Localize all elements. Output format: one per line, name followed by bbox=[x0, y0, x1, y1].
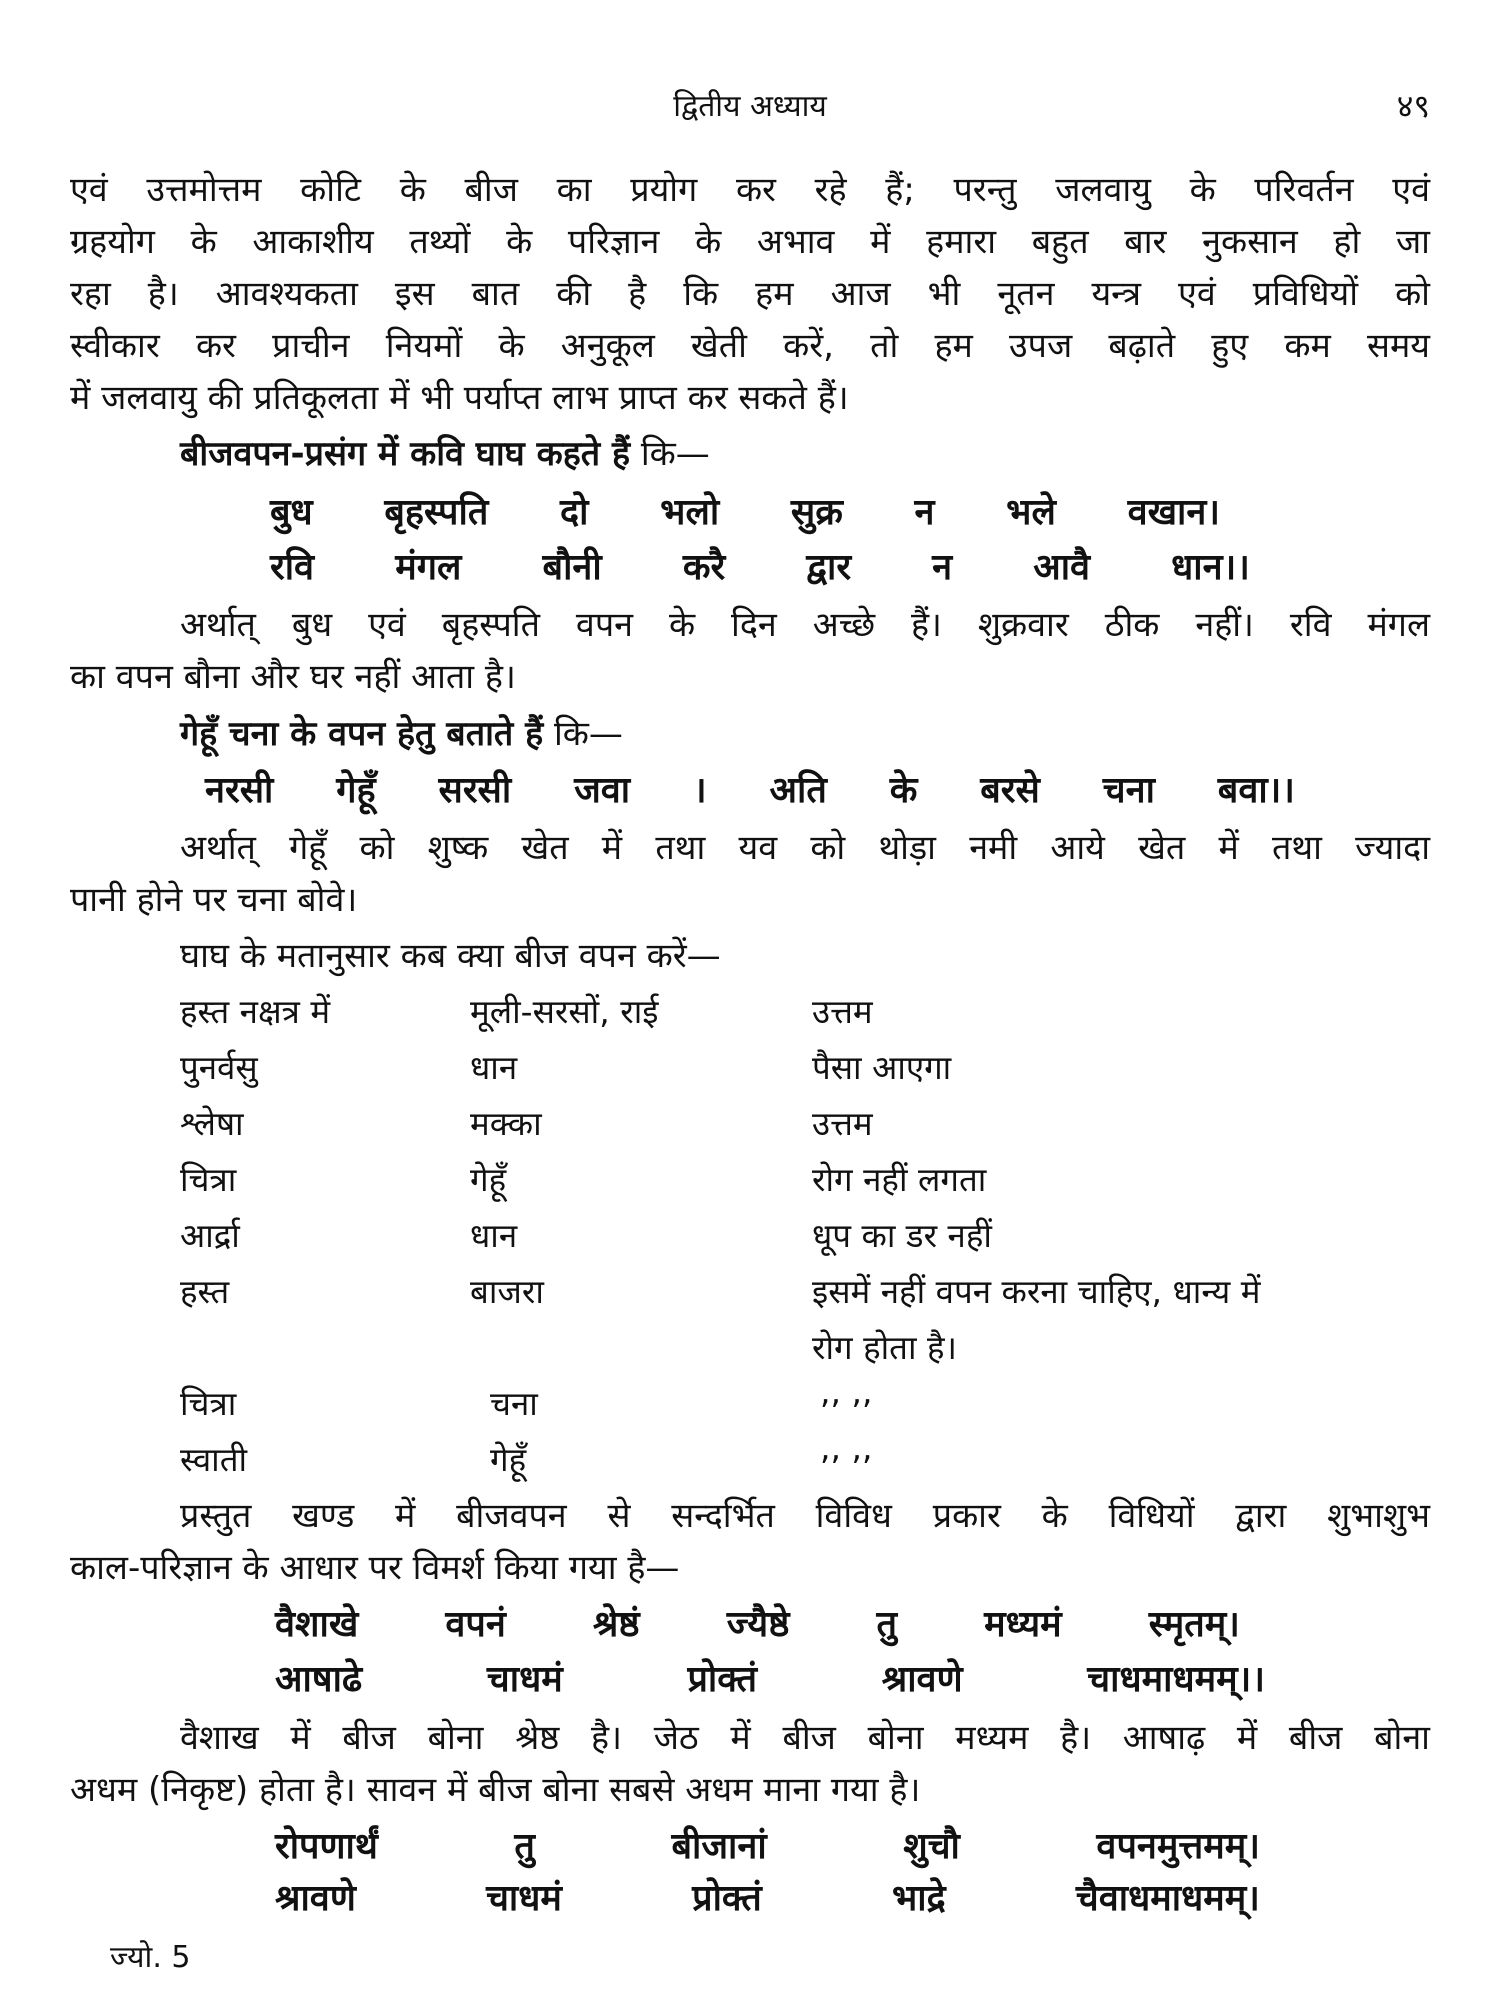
verse-word: वैशाखे bbox=[275, 1604, 359, 1645]
verse-word: नरसी bbox=[205, 770, 274, 811]
verse-line bbox=[270, 490, 1220, 536]
verse-word: तु bbox=[514, 1826, 535, 1867]
verse-line bbox=[275, 1876, 1260, 1922]
paragraph-line: में जलवायु की प्रतिकूलता में भी पर्याप्त लाभ प्राप्त कर सकते हैं। bbox=[70, 378, 849, 418]
verse-word: मंगल bbox=[395, 547, 462, 588]
table-cell-crop: गेहूँ bbox=[470, 1160, 507, 1199]
table-intro: घाघ के मतानुसार कब क्या बीज वपन करें— bbox=[180, 936, 721, 976]
table-cell-crop: मक्का bbox=[470, 1104, 542, 1143]
verse-word: वखान। bbox=[1127, 492, 1220, 533]
verse-word: चाधमं bbox=[486, 1659, 563, 1700]
verse-line bbox=[270, 545, 1250, 591]
verse-word: श्रावणे bbox=[275, 1878, 356, 1919]
verse-word: न bbox=[932, 547, 953, 588]
verse-word: दो bbox=[560, 492, 589, 533]
table-cell-result: उत्तम bbox=[812, 992, 873, 1031]
verse-word: प्रोक्तं bbox=[692, 1878, 762, 1919]
table-cell-result: धूप का डर नहीं bbox=[812, 1216, 992, 1255]
verse-line bbox=[275, 1824, 1260, 1870]
verse-word: मध्यमं bbox=[984, 1604, 1062, 1645]
verse-intro-rest: कि— bbox=[543, 714, 623, 754]
verse-word: वपनं bbox=[445, 1604, 506, 1645]
verse-word: आषाढे bbox=[275, 1659, 363, 1700]
table-cell-crop: बाजरा bbox=[470, 1272, 544, 1311]
verse-word: आवै bbox=[1033, 547, 1091, 588]
table-cell-ditto: ,, ,, bbox=[820, 1428, 873, 1467]
verse-line bbox=[275, 1602, 1240, 1648]
paragraph-line: अर्थात् गेहूँ को शुष्क खेत में तथा यव को थोड़ा नमी आये खेत में तथा ज्यादा bbox=[180, 828, 1430, 868]
verse-word: शुचौ bbox=[903, 1826, 960, 1867]
verse-word: चना bbox=[1102, 770, 1155, 811]
table-cell-nakshatra: पुनर्वसु bbox=[180, 1048, 258, 1087]
table-cell-nakshatra: हस्त bbox=[180, 1272, 230, 1311]
verse-intro-bold: बीजवपन-प्रसंग में कवि घाघ कहते हैं bbox=[180, 434, 631, 474]
paragraph-line: ग्रहयोग के आकाशीय तथ्यों के परिज्ञान के अभाव में हमारा बहुत बार नुकसान हो जा bbox=[70, 222, 1430, 262]
verse-word: धान।। bbox=[1171, 547, 1250, 588]
verse-word: स्मृतम्। bbox=[1148, 1604, 1240, 1645]
signature-mark: ज्यो. 5 bbox=[110, 1940, 191, 1975]
verse-word: भाद्रे bbox=[891, 1878, 946, 1919]
table-cell-nakshatra: चित्रा bbox=[180, 1384, 237, 1423]
verse-word: सरसी bbox=[438, 770, 512, 811]
verse-word: वपनमुत्तमम्। bbox=[1096, 1826, 1260, 1867]
verse-word: बृहस्पति bbox=[384, 492, 489, 533]
paragraph-line: काल-परिज्ञान के आधार पर विमर्श किया गया है— bbox=[70, 1548, 680, 1588]
verse-word: चाधमं bbox=[486, 1878, 562, 1919]
verse-word: श्रावणे bbox=[881, 1659, 963, 1700]
table-cell-nakshatra: आर्द्रा bbox=[180, 1216, 240, 1255]
verse-intro bbox=[180, 432, 1430, 476]
table-cell-nakshatra: स्वाती bbox=[180, 1440, 248, 1479]
verse-word: भलो bbox=[660, 492, 720, 533]
verse-word: प्रोक्तं bbox=[687, 1659, 758, 1700]
table-cell-nakshatra: चित्रा bbox=[180, 1160, 237, 1199]
paragraph-line: अर्थात् बुध एवं बृहस्पति वपन के दिन अच्छे हैं। शुक्रवार ठीक नहीं। रवि मंगल bbox=[180, 605, 1430, 645]
verse-word: रवि bbox=[270, 547, 315, 588]
running-head: द्वितीय अध्याय bbox=[673, 89, 827, 124]
verse-word: जवा bbox=[574, 770, 631, 811]
table-cell-crop: धान bbox=[470, 1048, 518, 1087]
table-cell-result: रोग नहीं लगता bbox=[812, 1160, 987, 1199]
paragraph-line: अधम (निकृष्ट) होता है। सावन में बीज बोना सबसे अधम माना गया है। bbox=[70, 1770, 921, 1810]
table-cell-result: उत्तम bbox=[812, 1104, 873, 1143]
table-cell-nakshatra: हस्त नक्षत्र में bbox=[180, 992, 331, 1031]
table-cell-ditto: ,, ,, bbox=[820, 1372, 873, 1411]
verse-word: ज्यैष्ठे bbox=[726, 1604, 790, 1645]
page-header bbox=[70, 84, 1430, 134]
table-cell-crop: मूली-सरसों, राई bbox=[470, 992, 659, 1031]
table-cell-result: रोग होता है। bbox=[812, 1328, 958, 1367]
verse-line bbox=[275, 1657, 1265, 1703]
table-cell-nakshatra: श्लेषा bbox=[180, 1104, 244, 1143]
verse-word: बौनी bbox=[542, 547, 602, 588]
table-cell-crop: गेहूँ bbox=[490, 1440, 527, 1479]
paragraph-line: एवं उत्तमोत्तम कोटि के बीज का प्रयोग कर रहे हैं; परन्तु जलवायु के परिवर्तन एवं bbox=[70, 170, 1430, 210]
verse-word: श्रेष्ठं bbox=[592, 1604, 640, 1645]
paragraph-line: रहा है। आवश्यकता इस बात की है कि हम आज भी नूतन यन्त्र एवं प्रविधियों को bbox=[70, 274, 1430, 314]
table-cell-result: इसमें नहीं वपन करना चाहिए, धान्य में bbox=[812, 1272, 1261, 1311]
verse-intro-rest: कि— bbox=[630, 434, 710, 474]
verse-word: भले bbox=[1006, 492, 1056, 533]
paragraph-line: वैशाख में बीज बोना श्रेष्ठ है। जेठ में बीज बोना मध्यम है। आषाढ़ में बीज बोना bbox=[180, 1718, 1430, 1758]
paragraph-line: पानी होने पर चना बोवे। bbox=[70, 880, 358, 920]
verse-word: । bbox=[693, 770, 707, 811]
table-cell-crop: धान bbox=[470, 1216, 518, 1255]
verse-word: न bbox=[914, 492, 935, 533]
verse-intro bbox=[180, 712, 1430, 756]
verse-word: बीजानां bbox=[671, 1826, 767, 1867]
verse-line bbox=[205, 768, 1295, 814]
verse-word: सुक्र bbox=[790, 492, 843, 533]
verse-word: के bbox=[889, 770, 918, 811]
verse-word: करै bbox=[682, 547, 726, 588]
verse-word: गेहूँ bbox=[336, 770, 376, 811]
table-cell-crop: चना bbox=[490, 1384, 538, 1423]
paragraph-line: का वपन बौना और घर नहीं आता है। bbox=[70, 657, 516, 697]
paragraph-line: स्वीकार कर प्राचीन नियमों के अनुकूल खेती करें, तो हम उपज बढ़ाते हुए कम समय bbox=[70, 326, 1430, 366]
verse-word: अति bbox=[769, 770, 827, 811]
page-number: ४९ bbox=[1396, 87, 1430, 125]
verse-word: चैवाधमाधमम्। bbox=[1075, 1878, 1260, 1919]
verse-word: तु bbox=[876, 1604, 898, 1645]
verse-word: द्वार bbox=[806, 547, 852, 588]
paragraph-line: प्रस्तुत खण्ड में बीजवपन से सन्दर्भित विविध प्रकार के विधियों द्वारा शुभाशुभ bbox=[180, 1496, 1430, 1536]
table-cell-result: पैसा आएगा bbox=[812, 1048, 952, 1087]
verse-word: रोपणार्थं bbox=[275, 1826, 378, 1867]
verse-word: बुध bbox=[270, 492, 313, 533]
verse-intro-bold: गेहूँ चना के वपन हेतु बताते हैं bbox=[180, 714, 544, 754]
verse-word: चाधमाधमम्।। bbox=[1087, 1659, 1265, 1700]
verse-word: बवा।। bbox=[1217, 770, 1295, 811]
verse-word: बरसे bbox=[980, 770, 1040, 811]
